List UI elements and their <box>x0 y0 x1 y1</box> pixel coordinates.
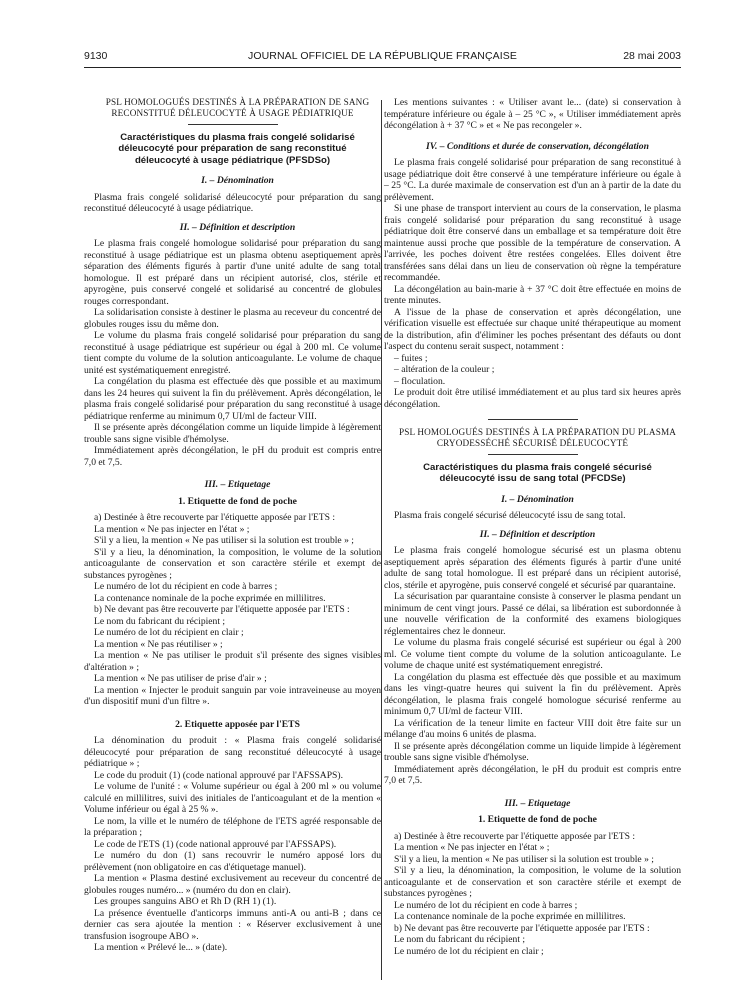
journal-title: JOURNAL OFFICIEL DE LA RÉPUBLIQUE FRANÇAISE <box>248 50 517 62</box>
label-item: b) Ne devant pas être recouverte par l'étiquette apposée par l'ETS : <box>94 604 350 616</box>
paragraph: Immédiatement après décongélation, le pH du produit est compris entre 7,0 et 7,5. <box>384 763 681 787</box>
label-item: La mention « Plasma destiné exclusivement au receveur du concentré de globules rouges numéro... » (numéro du don en clair). <box>84 873 381 896</box>
right-column <box>384 97 681 957</box>
paragraph: La décongélation au bain-marie à + 37 °C doit être effectuée en moins de trente minutes. <box>384 283 681 306</box>
publication-date: 28 mai 2003 <box>623 50 681 62</box>
paragraph: Le volume du plasma frais congelé sécurisé est supérieur ou égal à 200 ml. Ce volume tient compte du volume de la solution anticoagulante. Le volume de chaque unité est systématiquement enregistré. <box>384 637 681 672</box>
label-item: a) Destinée à être recouverte par l'étiquette apposée par l'ETS : <box>94 512 336 524</box>
heading-definition: II. – Définition et description <box>479 528 596 540</box>
section-caps-title: PSL HOMOLOGUÉS DESTINÉS À LA PRÉPARATION DU PLASMA CRYODESSÉCHÉ SÉCURISÉ DÉLEUCOCYTÉ <box>398 427 677 448</box>
paragraph: La congélation du plasma est effectuée dès que possible et au maximum dans les 24 heures qui suivent la fin du prélèvement. Après décongélation, le plasma frais congelé solidarisé pour préparation du sang reconstitué à usage pédiatrique renferme au minimum 0,7 UI/ml de facteur VIII. <box>84 376 381 422</box>
heading-etiquetage: III. – Etiquetage <box>504 797 571 809</box>
label-item: Le numéro de lot du récipient en code à barres ; <box>94 581 278 593</box>
header-rule <box>84 67 681 68</box>
label-item: Le numéro du don (1) sans recouvrir le numéro apposé lors du prélèvement (non obligatoire en cas d'étiquetage manuel). <box>84 850 381 873</box>
heading-denomination: I. – Dénomination <box>501 493 574 505</box>
heading-etiquetage: III. – Etiquetage <box>204 479 271 491</box>
label-item: S'il y a lieu, la mention « Ne pas utiliser si la solution est trouble » ; <box>394 853 654 865</box>
paragraph: Le plasma frais congelé homologue sécurisé est un plasma obtenu aseptiquement après séparation des éléments figurés à partir d'une unité adulte de sang total homologue. Il est préparé dans un récipient autorisé, clos, stérile et apyrogène, puis conservé congelé et sécurisé par quarantaine. <box>384 545 681 591</box>
column-divider <box>381 100 382 980</box>
heading-conservation: IV. – Conditions et durée de conservation, décongélation <box>426 140 649 152</box>
label-item: La mention « Ne pas réutiliser » ; <box>94 638 223 650</box>
subheading-fond-de-poche: 1. Etiquette de fond de poche <box>478 814 597 826</box>
paragraph: Il se présente après décongélation comme un liquide limpide à légèrement trouble sans signe visible d'hémolyse. <box>84 422 381 445</box>
paragraph: Le produit doit être utilisé immédiatement et au plus tard six heures après décongélation. <box>384 387 681 410</box>
label-item: Le volume de l'unité : « Volume supérieur ou égal à 200 ml » ou volume calculé en millilitres, suivi des initiales de l'anticoagulant et de la mention « Volume inférieur ou égal à 25 % ». <box>84 781 381 816</box>
label-item: La mention « Prélevé le... » (date). <box>94 942 228 954</box>
label-item: Le numéro de lot du récipient en clair ; <box>394 945 544 957</box>
paragraph: Le volume du plasma frais congelé solidarisé pour préparation du sang reconstitué à usage pédiatrique est supérieur ou égal à 200 ml. Ce volume tient compte du volume de la solution anticoagulante. Le volume de chaque unité est systématiquement enregistré. <box>84 330 381 376</box>
paragraph: Le plasma frais congelé homologue solidarisé pour préparation du sang reconstitué à usage pédiatrique est un plasma obtenu aseptiquement après séparation des éléments figurés à partir d'une unité adulte de sang total homologue. Il est préparé dans un récipient autorisé, clos, stérile et apyrogène, puis conservé congelé et solidarisé au concentré de globules rouges correspondant. <box>84 238 381 307</box>
label-item: Le numéro de lot du récipient en clair ; <box>94 627 244 639</box>
list-item: – floculation. <box>394 375 446 387</box>
paragraph: Plasma frais congelé sécurisé déleucocyté issu de sang total. <box>394 510 626 522</box>
label-item: La mention « Ne pas utiliser de prise d'air » ; <box>94 673 267 685</box>
label-item: La contenance nominale de la poche exprimée en millilitres. <box>94 592 326 604</box>
label-item: Le nom du fabricant du récipient ; <box>394 934 526 946</box>
paragraph: Si une phase de transport intervient au cours de la conservation, le plasma frais congelé solidarisé pour préparation du sang reconstitué à usage pédiatrique doit être conservé dans un emballage et sa température doit être maintenue aussi proche que possible de la température de conservation. A l'arrivée, les poches doivent être restées congelées. Elles doivent être transférées sans délai dans un lieu de conservation où règne la température recommandée. <box>384 203 681 283</box>
label-item: La mention « Ne pas injecter en l'état » ; <box>94 523 250 535</box>
heading-denomination: I. – Dénomination <box>201 175 274 187</box>
label-item: La mention « Ne pas injecter en l'état » ; <box>394 842 550 854</box>
label-item: Le numéro de lot du récipient en code à barres ; <box>394 899 578 911</box>
subheading-etiquette-ets: 2. Etiquette apposée par l'ETS <box>175 718 300 730</box>
label-item: La mention « Ne pas utiliser le produit s'il présente des signes visibles d'altération » ; <box>84 650 381 673</box>
label-item: Les groupes sanguins ABO et Rh D (RH 1) (1). <box>94 896 277 908</box>
label-item: La présence éventuelle d'anticorps immuns anti-A ou anti-B ; dans ce dernier cas sera ajoutée la mention : « Réserver exclusivement à une transfusion isogroupe ABO ». <box>84 907 381 942</box>
heading-definition: II. – Définition et description <box>179 221 296 233</box>
paragraph: Les mentions suivantes : « Utiliser avant le... (date) si conservation à température inférieure ou égale à – 25 °C », « Utiliser immédiatement après décongélation à + 37 °C » et « Ne pas recongeler ». <box>384 97 681 131</box>
paragraph: Immédiatement après décongélation, le pH du produit est compris entre 7,0 et 7,5. <box>84 445 381 468</box>
label-item: b) Ne devant pas être recouverte par l'étiquette apposée par l'ETS : <box>394 922 650 934</box>
label-item: S'il y a lieu, la mention « Ne pas utiliser si la solution est trouble » ; <box>94 535 354 547</box>
subheading-fond-de-poche: 1. Etiquette de fond de poche <box>178 495 297 507</box>
label-item: Le code du produit (1) (code national approuvé par l'AFSSAPS). <box>94 769 343 781</box>
section-caps-title: PSL HOMOLOGUÉS DESTINÉS À LA PRÉPARATION DE SANG RECONSTITUÉ DÉLEUCOCYTÉ À USAGE PÉDIATRIQUE <box>105 97 370 118</box>
label-item: S'il y a lieu, la dénomination, la composition, le volume de la solution anticoagulante de conservation et son caractère stérile et exempt de substances pyrogènes ; <box>84 546 381 581</box>
paragraph: Plasma frais congelé solidarisé déleucocyté pour préparation du sang reconstitué déleucocyté à usage pédiatrique. <box>84 191 381 215</box>
paragraph: La congélation du plasma est effectuée dès que possible et au maximum dans les vingt-quatre heures qui suivent la fin du prélèvement. Après décongélation, le plasma frais congelé homologue sécurisé renferme au minimum 0,7 UI/ml de facteur VIII. <box>384 671 681 718</box>
label-item: Le nom du fabricant du récipient ; <box>94 615 226 627</box>
page-number: 9130 <box>84 50 108 62</box>
paragraph: La sécurisation par quarantaine consiste à conserver le plasma pendant un minimum de cent vingt jours. Passé ce délai, sa libération est subordonnée à une nouvelle vérification de la conformité des examens biologiques réglementaires chez le donneur. <box>384 591 681 637</box>
label-item: Le code de l'ETS (1) (code national approuvé par l'AFSSAPS). <box>94 838 337 850</box>
list-item: – fuites ; <box>394 352 428 364</box>
label-item: La contenance nominale de la poche exprimée en millilitres. <box>394 911 626 923</box>
label-item: S'il y a lieu, la dénomination, la composition, le volume de la solution anticoagulante et de conservation et son caractère stérile et exempt de substances pyrogènes ; <box>384 865 681 900</box>
left-column <box>84 97 381 954</box>
product-title: Caractéristiques du plasma frais congelé sécurisé déleucocyté issu de sang total (PFCDSe) <box>423 462 652 485</box>
paragraph: A l'issue de la phase de conservation et après décongélation, une vérification visuelle est effectuée sur chaque unité thérapeutique au moment de la distribution, afin d'éliminer les poches présentant des défauts ou dont l'aspect du contenu serait suspect, notamment : <box>384 306 681 352</box>
label-item: La mention « Injecter le produit sanguin par voie intraveineuse au moyen d'un dispositif muni d'un filtre ». <box>84 684 381 708</box>
paragraph: Il se présente après décongélation comme un liquide limpide à légèrement trouble sans signe visible d'hémolyse. <box>384 740 681 764</box>
label-item: Le nom, la ville et le numéro de téléphone de l'ETS agréé responsable de la préparation ; <box>84 815 381 839</box>
label-item: La dénomination du produit : « Plasma frais congelé solidarisé déleucocyté pour préparation de sang reconstitué déleucocyté à usage pédiatrique » ; <box>84 735 381 770</box>
page-header <box>84 50 681 66</box>
label-item: a) Destinée à être recouverte par l'étiquette apposée par l'ETS : <box>394 830 636 842</box>
list-item: – altération de la couleur ; <box>394 364 495 375</box>
paragraph: La solidarisation consiste à destiner le plasma au receveur du concentré de globules rouges issu du même don. <box>84 307 381 330</box>
product-title: Caractéristiques du plasma frais congelé solidarisé déleucocyté pour préparation de sang reconstitué déleucocyté à usage pédiatrique (PFSDSo) <box>118 132 355 166</box>
paragraph: Le plasma frais congelé solidarisé pour préparation de sang reconstitué à usage pédiatrique doit être conservé à une température inférieure ou égale à – 25 °C. La durée maximale de conservation est d'un an à partir de la date du prélèvement. <box>384 157 681 203</box>
paragraph: La vérification de la teneur limite en facteur VIII doit être faite sur un mélange d'au moins 6 unités de plasma. <box>384 717 681 741</box>
